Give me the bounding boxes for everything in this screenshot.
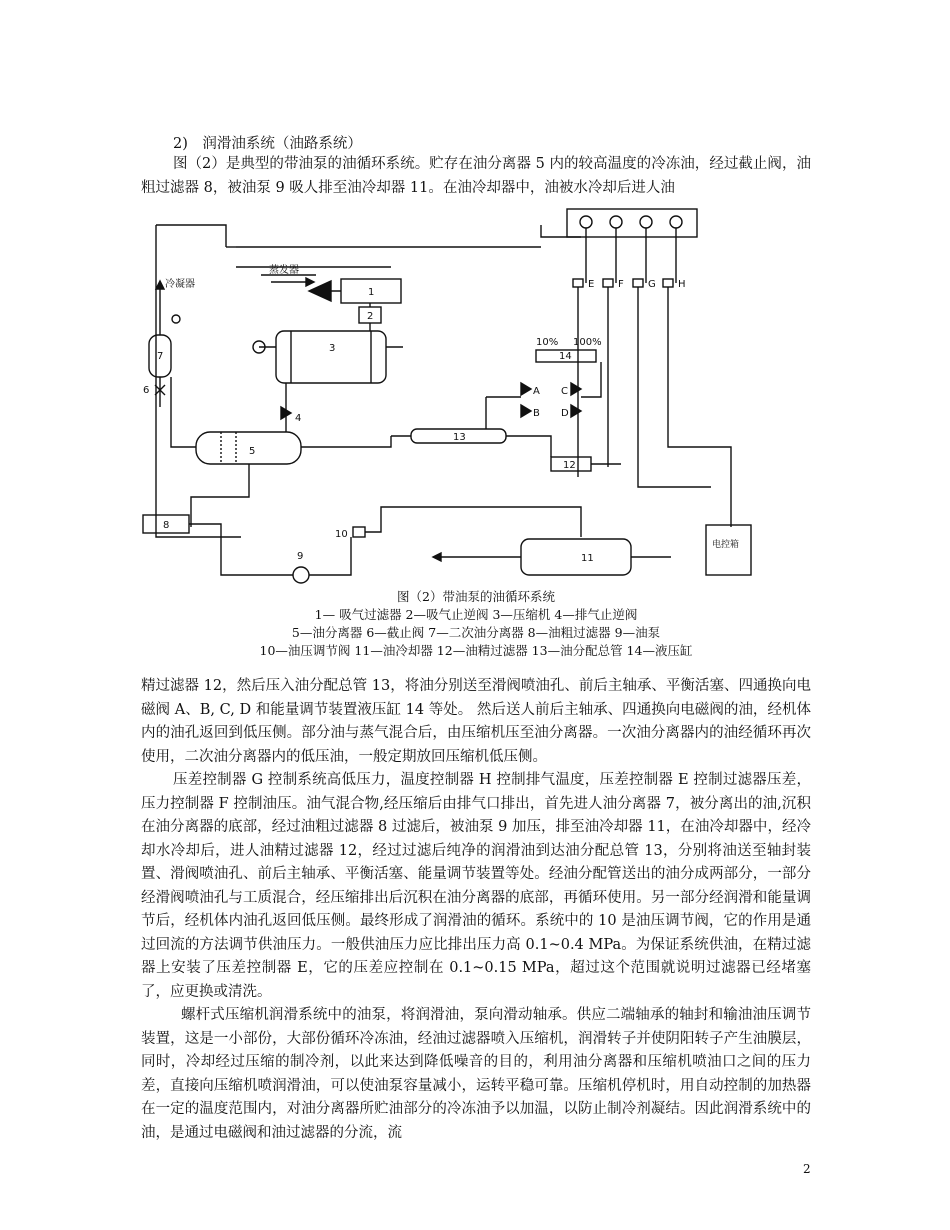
label-valve-d: D: [561, 408, 569, 419]
label-ctrl-e: E: [588, 279, 595, 290]
label-n4: 4: [295, 413, 302, 424]
caption-legend-2: 5—油分离器 6—截止阀 7—二次油分离器 8—油粗过滤器 9—油泵: [291, 625, 661, 640]
caption-legend-3: 10—油压调节阀 11—油冷却器 12—油精过滤器 13—油分配总管 14—液压缸: [259, 643, 693, 658]
label-ctrl-g: G: [648, 279, 656, 290]
page-number: 2: [803, 1162, 811, 1176]
label-n1: 1: [368, 287, 375, 298]
label-n11: 11: [581, 553, 594, 564]
label-evaporator: 蒸发器: [269, 265, 299, 276]
label-valve-a: A: [533, 386, 540, 397]
section-heading: 2) 润滑油系统（油路系统）: [173, 136, 362, 152]
label-control-box: 电控箱: [712, 540, 740, 550]
oil-circulation-diagram: [141, 207, 753, 585]
body-text: [141, 675, 811, 1145]
body-paragraph-1: 精过滤器 12，然后压入油分配总管 13，将油分别送至滑阀喷油孔、前后主轴承、平衡活塞、四通换向电磁阀 A、B, C, D 和能量调节装置液压缸 14 等处。 然后送人前后主轴承、四通换向电磁阀的油，经机体内的油孔返回到低压侧。部分油与蒸气混合后，由压缩机压至油分离器。一次油分离器内的油经循环再次使用，二次油分离器内的低压油，一般定期放回压缩机低压侧。: [141, 678, 811, 765]
label-n10: 10: [335, 529, 348, 540]
label-n5: 5: [249, 446, 256, 457]
intro-text: [141, 153, 811, 200]
caption-legend-1: 1— 吸气过滤器 2—吸气止逆阀 3—压缩机 4—排气止逆阀: [314, 607, 638, 622]
figure-caption: [141, 588, 811, 660]
label-n12: 12: [563, 460, 576, 471]
intro-paragraph: 图（2）是典型的带油泵的油循环系统。贮存在油分离器 5 内的较高温度的冷冻油，经过截止阀，油粗过滤器 8，被油泵 9 吸人排至油冷却器 11。在油冷却器中，油被水冷却后进人油: [141, 156, 811, 196]
label-n9: 9: [297, 551, 304, 562]
label-n6: 6: [143, 385, 150, 396]
label-pct-high: 100%: [573, 337, 602, 348]
label-n8: 8: [163, 520, 170, 531]
label-n2: 2: [367, 311, 374, 322]
label-n3: 3: [329, 343, 336, 354]
label-n14: 14: [559, 351, 572, 362]
label-valve-c: C: [561, 386, 568, 397]
caption-title: 图（2）带油泵的油循环系统: [397, 589, 555, 604]
label-condenser: 冷凝器: [165, 279, 195, 290]
label-valve-b: B: [533, 408, 540, 419]
label-pct-low: 10%: [536, 337, 559, 348]
body-paragraph-2: 压差控制器 G 控制系统高低压力，温度控制器 H 控制排气温度，压差控制器 E 控制过滤器压差，压力控制器 F 控制油压。油气混合物,经压缩后由排气口排出，首先进人油分离器 7，被分离出的油,沉积在油分离器的底部，经过油粗过滤器 8 过滤后，被油泵 9 加压，排至油冷却器 11，在油冷却器中，经冷却水冷却后，进人油精过滤器 12，经过过滤后纯净的润滑油到达油分配总管 13，分别将油送至轴封装置、滑阀喷油孔、前后主轴承、平衡活塞、能量调节装置等处。经油分配管送出的油分成两部分，一部分经滑阀喷油孔与工质混合，经压缩排出后沉积在油分离器的底部，再循环使用。另一部分经润滑和能量调节后，经机体内油孔返回低压侧。最终形成了润滑油的循环。系统中的 10 是油压调节阀，它的作用是通过回流的方法调节供油压力。一般供油压力应比排出压力高 0.1~0.4 MPa。为保证系统供油，在精过滤器上安装了压差控制器 E，它的压差应控制在 0.1~0.15 MPa，超过这个范围就说明过滤器已经堵塞了，应更换或清洗。: [141, 772, 811, 1000]
label-ctrl-h: H: [678, 279, 686, 290]
body-paragraph-3: 螺杆式压缩机润滑系统中的油泵，将润滑油，泵向滑动轴承。供应二端轴承的轴封和输油油压调节装置，这是一小部份，大部份循环冷冻油，经油过滤器喷入压缩机，润滑转子并使阴阳转子产生油膜层，同时，冷却经过压缩的制冷剂，以此来达到降低噪音的目的，利用油分离器和压缩机喷油口之间的压力差，直接向压缩机喷润滑油，可以使油泵容量减小，运转平稳可靠。压缩机停机时，用自动控制的加热器在一定的温度范围内，对油分离器所贮油部分的冷冻油予以加温，以防止制冷剂凝结。因此润滑系统中的油，是通过电磁阀和油过滤器的分流，流: [141, 1007, 811, 1141]
label-ctrl-f: F: [618, 279, 624, 290]
label-n13: 13: [453, 432, 466, 443]
label-n7: 7: [157, 351, 164, 362]
